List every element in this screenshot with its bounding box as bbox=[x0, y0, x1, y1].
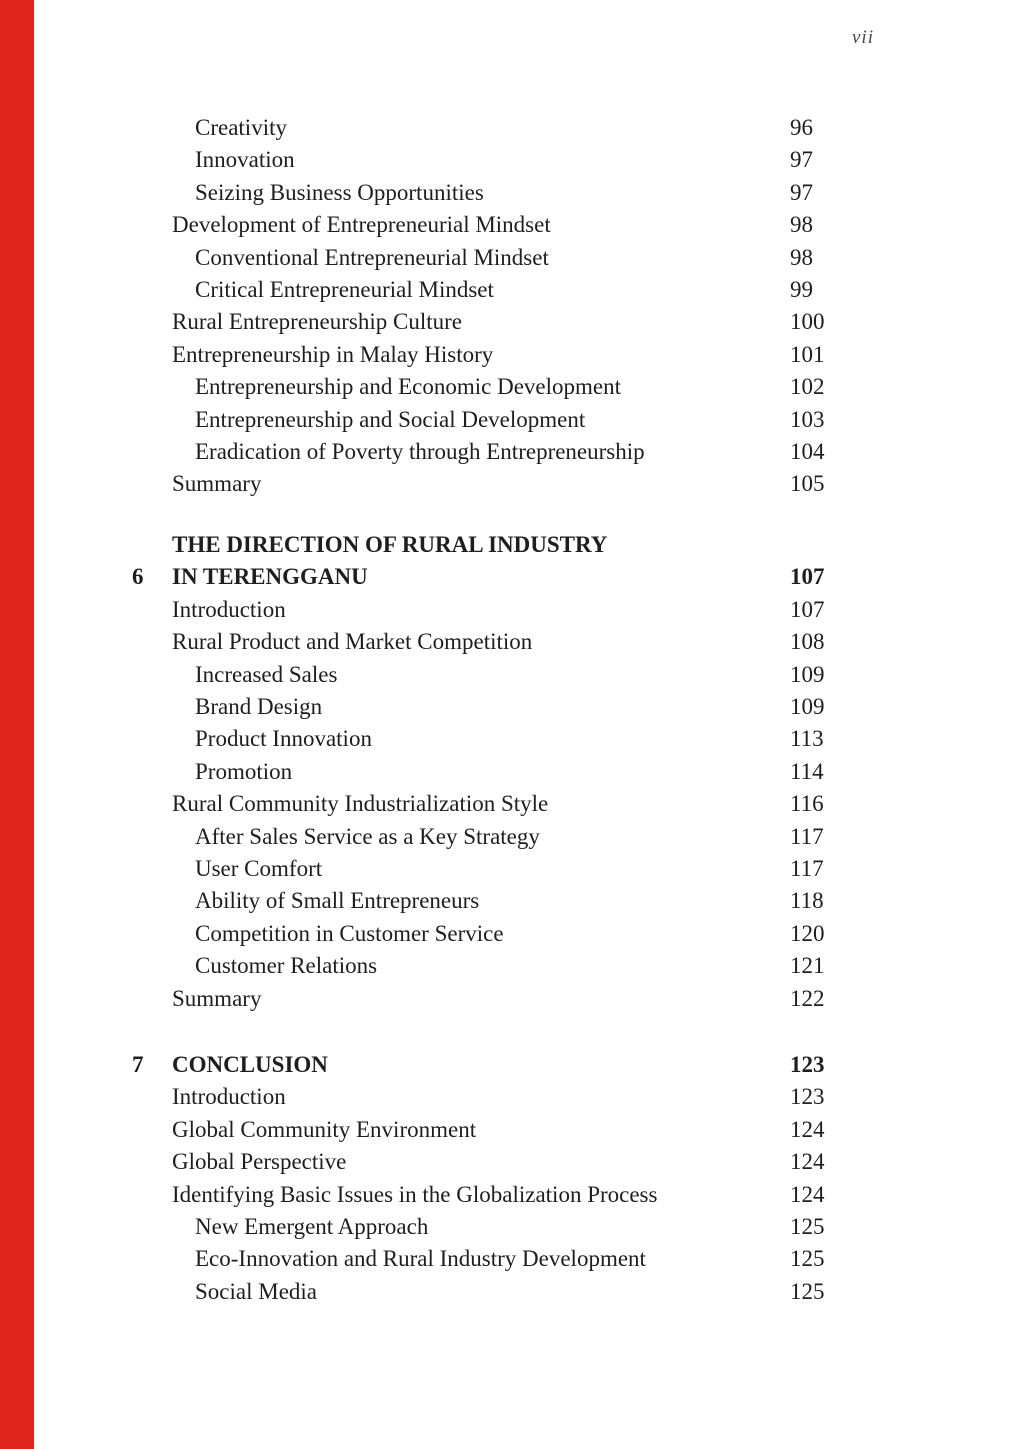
toc-entry-label: Identifying Basic Issues in the Globalization Process bbox=[172, 1181, 658, 1207]
toc-entry-row bbox=[132, 436, 912, 468]
toc-entry-label: Increased Sales bbox=[195, 661, 338, 687]
page-number-folio: vii bbox=[852, 27, 874, 48]
toc-entry-label: Ability of Small Entrepreneurs bbox=[195, 888, 480, 914]
toc-entry-page-number: 97 bbox=[790, 147, 813, 173]
toc-entry-row bbox=[132, 371, 912, 403]
toc-entry-page-number: 123 bbox=[790, 1084, 825, 1110]
toc-entry-page-number: 96 bbox=[790, 115, 813, 140]
chapter-number: 7 bbox=[132, 1051, 144, 1077]
toc-entry-row bbox=[132, 1081, 912, 1113]
toc-entry-label: Summary bbox=[172, 471, 262, 497]
toc-entry-row bbox=[132, 177, 912, 209]
toc-entry-page-number: 109 bbox=[790, 661, 825, 687]
toc-entry-row bbox=[132, 788, 912, 820]
toc-entry-page-number: 108 bbox=[790, 629, 825, 655]
chapter-page-number: 123 bbox=[790, 1051, 825, 1077]
toc-entry-label: Social Media bbox=[195, 1278, 317, 1304]
toc-entry-label: Development of Entrepreneurial Mindset bbox=[172, 212, 551, 238]
toc-entry-label: Rural Entrepreneurship Culture bbox=[172, 309, 462, 335]
toc-entry-row bbox=[132, 274, 912, 306]
toc-entry-label: Eco-Innovation and Rural Industry Development bbox=[195, 1246, 646, 1272]
toc-entry-row bbox=[132, 821, 912, 853]
toc-entry-row bbox=[132, 112, 912, 144]
toc-entry-row bbox=[132, 723, 912, 755]
toc-entry-page-number: 98 bbox=[790, 212, 813, 238]
toc-entry-page-number: 117 bbox=[790, 823, 824, 849]
toc-entry-label: Brand Design bbox=[195, 693, 323, 719]
toc-entry-row bbox=[132, 918, 912, 950]
toc-entry-page-number: 104 bbox=[790, 439, 825, 465]
toc-entry-label: Competition in Customer Service bbox=[195, 920, 504, 946]
toc-entry-label: Customer Relations bbox=[195, 953, 378, 979]
toc-entry-row bbox=[132, 659, 912, 691]
toc-entry-row bbox=[132, 339, 912, 371]
chapter-title bbox=[172, 529, 790, 594]
toc-entry-page-number: 97 bbox=[790, 179, 813, 205]
toc-entry-label: New Emergent Approach bbox=[195, 1214, 429, 1239]
toc-entry-label: Summary bbox=[172, 985, 262, 1011]
toc-entry-label: Creativity bbox=[195, 115, 287, 140]
toc-entry-row bbox=[132, 1114, 912, 1146]
toc-entry-label: Entrepreneurship and Economic Development bbox=[195, 374, 621, 400]
toc-entry-page-number: 122 bbox=[790, 985, 825, 1011]
toc-entry-row bbox=[132, 983, 912, 1015]
toc-entry-page-number: 100 bbox=[790, 309, 825, 335]
toc-entry-row bbox=[132, 1146, 912, 1178]
toc-entry-page-number: 120 bbox=[790, 920, 825, 946]
table-of-contents bbox=[132, 112, 912, 1308]
toc-entry-page-number: 124 bbox=[790, 1181, 825, 1207]
toc-entry-label: After Sales Service as a Key Strategy bbox=[195, 823, 540, 849]
chapter-title-line: THE DIRECTION OF RURAL INDUSTRY bbox=[172, 531, 608, 557]
chapter-number: 6 bbox=[132, 564, 144, 590]
toc-entry-page-number: 121 bbox=[790, 953, 825, 979]
toc-entry-row bbox=[132, 1179, 912, 1211]
toc-entry-row bbox=[132, 144, 912, 176]
toc-entry-page-number: 124 bbox=[790, 1149, 825, 1175]
toc-entry-row bbox=[132, 626, 912, 658]
toc-entry-page-number: 103 bbox=[790, 406, 825, 432]
toc-entry-row bbox=[132, 885, 912, 917]
scan-edge-red-bar bbox=[0, 0, 34, 1449]
toc-entry-label: User Comfort bbox=[195, 855, 323, 881]
toc-entry-page-number: 125 bbox=[790, 1214, 825, 1239]
chapter-heading-row bbox=[132, 1049, 912, 1081]
toc-entry-page-number: 107 bbox=[790, 596, 825, 622]
toc-entry-page-number: 101 bbox=[790, 341, 825, 367]
toc-entry-page-number: 98 bbox=[790, 244, 813, 270]
toc-entry-label: Seizing Business Opportunities bbox=[195, 179, 484, 205]
chapter-heading-row bbox=[132, 529, 912, 594]
toc-entry-row bbox=[132, 756, 912, 788]
toc-entry-label: Rural Community Industrialization Style bbox=[172, 791, 549, 817]
toc-entry-page-number: 116 bbox=[790, 791, 824, 817]
toc-entry-label: Innovation bbox=[195, 147, 295, 173]
toc-entry-page-number: 125 bbox=[790, 1246, 825, 1272]
toc-entry-label: Introduction bbox=[172, 596, 286, 622]
toc-entry-row bbox=[132, 594, 912, 626]
chapter-title bbox=[172, 1049, 790, 1081]
toc-entry-page-number: 118 bbox=[790, 888, 824, 914]
toc-entry-page-number: 109 bbox=[790, 693, 825, 719]
toc-entry-label: Entrepreneurship in Malay History bbox=[172, 341, 494, 367]
toc-entry-page-number: 102 bbox=[790, 374, 825, 400]
toc-entry-row bbox=[132, 1276, 912, 1308]
toc-entry-row bbox=[132, 404, 912, 436]
toc-entry-row bbox=[132, 1243, 912, 1275]
chapter-title-line: CONCLUSION bbox=[172, 1051, 328, 1077]
toc-entry-row bbox=[132, 209, 912, 241]
toc-entry-row bbox=[132, 306, 912, 338]
toc-entry-page-number: 105 bbox=[790, 471, 825, 497]
chapter-title-line: IN TERENGGANU bbox=[172, 564, 368, 590]
toc-entry-page-number: 117 bbox=[790, 855, 824, 881]
toc-entry-page-number: 99 bbox=[790, 277, 813, 303]
toc-entry-label: Rural Product and Market Competition bbox=[172, 629, 533, 655]
toc-section bbox=[132, 529, 912, 1015]
toc-entry-label: Global Perspective bbox=[172, 1149, 347, 1175]
toc-entry-row bbox=[132, 242, 912, 274]
toc-entry-label: Promotion bbox=[195, 758, 293, 784]
toc-entry-page-number: 124 bbox=[790, 1116, 825, 1142]
toc-entry-row bbox=[132, 468, 912, 500]
toc-entry-label: Eradication of Poverty through Entrepreneurship bbox=[195, 439, 645, 465]
toc-entry-page-number: 113 bbox=[790, 726, 824, 752]
toc-entry-label: Global Community Environment bbox=[172, 1116, 477, 1142]
toc-entry-label: Product Innovation bbox=[195, 726, 372, 752]
toc-entry-page-number: 125 bbox=[790, 1278, 825, 1304]
toc-entry-label: Conventional Entrepreneurial Mindset bbox=[195, 244, 549, 270]
chapter-page-number: 107 bbox=[790, 564, 825, 590]
toc-entry-label: Introduction bbox=[172, 1084, 286, 1110]
toc-entry-row bbox=[132, 950, 912, 982]
toc-entry-row bbox=[132, 1211, 912, 1243]
toc-section bbox=[132, 1049, 912, 1308]
toc-entry-label: Entrepreneurship and Social Development bbox=[195, 406, 586, 432]
toc-entry-row bbox=[132, 691, 912, 723]
toc-entry-label: Critical Entrepreneurial Mindset bbox=[195, 277, 494, 303]
toc-entry-row bbox=[132, 853, 912, 885]
toc-section bbox=[132, 112, 912, 501]
toc-entry-page-number: 114 bbox=[790, 758, 824, 784]
